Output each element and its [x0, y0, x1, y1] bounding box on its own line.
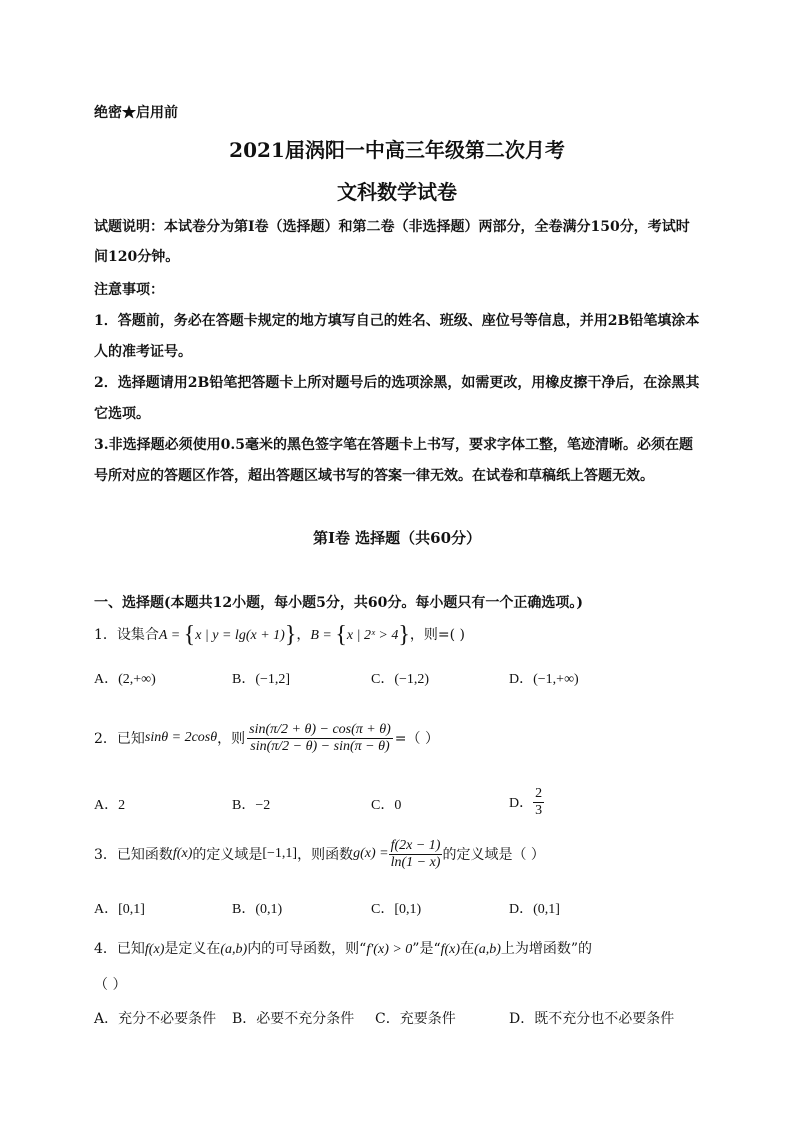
notice-1a: 1．答题前，务必在答题卡规定的地方填写自己的姓名、班级、座位号等信息，并用2B铅笔填涂本	[94, 313, 700, 329]
q4-option-a: A．充分不必要条件	[94, 1011, 217, 1027]
q3-fraction	[389, 838, 443, 871]
question-1	[94, 620, 465, 651]
brace-close: }	[284, 622, 297, 648]
q1-setB-body: x | 2ˣ > 4	[346, 628, 399, 643]
q4-mid4: 在	[460, 941, 475, 957]
q4-f2: f(x)	[440, 942, 461, 957]
instructions-line2: 间120分钟。	[94, 249, 180, 265]
q1-setB-label: B =	[310, 628, 336, 643]
q2-option-d	[509, 782, 544, 822]
notice-2a: 2．选择题请用2B铅笔把答题卡上所对题号后的选项涂黑，如需更改，用橡皮擦干净后，在涂黑其	[94, 375, 700, 391]
q3-option-c: C．[0,1)	[371, 902, 422, 917]
q1-option-c: C．(−1,2)	[371, 672, 430, 687]
q4-interval: (a,b)	[220, 942, 248, 957]
page-subtitle: 文科数学试卷	[337, 180, 457, 204]
q3-numerator: f(2x − 1)	[390, 837, 441, 853]
q4-condition: f′(x) > 0	[366, 942, 413, 957]
q2-fraction	[247, 722, 393, 755]
q3-prefix: 3．已知函数	[94, 847, 173, 863]
q2-prefix: 2．已知	[94, 731, 145, 747]
q2-suffix: =（ ）	[394, 731, 439, 747]
q2-d-num: 2	[535, 785, 543, 801]
brace-close: }	[398, 622, 410, 648]
q3-domain: [−1,1]	[262, 846, 298, 861]
section-title: 第Ⅰ卷 选择题（共60分）	[312, 529, 482, 547]
part-heading: 一、选择题(本题共12小题，每小题5分，共60分。每小题只有一个正确选项。)	[94, 595, 583, 611]
q3-option-b: B．(0,1)	[232, 902, 283, 917]
q2-option-c: C．0	[371, 798, 402, 813]
q2-condition: sinθ = 2cosθ	[144, 730, 218, 745]
q4-prefix: 4．已知	[94, 941, 145, 957]
q2-denominator: sin(π/2 − θ) − sin(π − θ)	[247, 738, 393, 755]
q4-paren: （ ）	[94, 977, 127, 993]
q2-option-d-fraction	[533, 786, 544, 819]
q3-mid2: ，则函数	[297, 847, 354, 863]
notice-3a: 3.非选择题必须使用0.5毫米的黑色签字笔在答题卡上书写，要求字体工整，笔迹清晰。必须在题	[94, 437, 693, 453]
q2-numerator: sin(π/2 + θ) − cos(π + θ)	[249, 721, 391, 737]
q2-option-b: B．−2	[232, 798, 271, 813]
q3-option-a: A．[0,1]	[94, 902, 145, 917]
q1-comma: ，	[296, 627, 311, 643]
q4-f: f(x)	[144, 942, 165, 957]
q1-option-a: A．(2,+∞)	[94, 672, 156, 687]
q3-g: g(x) =	[353, 846, 389, 861]
q3-suffix: 的定义域是（ ）	[442, 847, 545, 863]
secret-label: 绝密★启用前	[94, 105, 178, 121]
q4-option-b: B．必要不充分条件	[232, 1011, 355, 1027]
q1-suffix: ，则=( )	[409, 627, 465, 643]
q3-denominator: ln(1 − x)	[390, 854, 441, 870]
question-4	[94, 938, 592, 958]
q2-mid: ，则	[217, 731, 246, 747]
q1-setA-body: x | y = lg(x + 1)	[195, 628, 285, 643]
q4-mid1: 是定义在	[164, 941, 221, 957]
notice-title: 注意事项：	[94, 282, 164, 298]
brace-open: {	[183, 622, 196, 648]
question-3	[94, 832, 545, 876]
q1-prefix: 1．设集合	[94, 627, 159, 643]
q2-d-den: 3	[535, 802, 543, 818]
notice-3b: 号所对应的答题区作答，超出答题区域书写的答案一律无效。在试卷和草稿纸上答题无效。	[94, 468, 654, 484]
q3-option-d: D．(0,1]	[509, 902, 560, 917]
notice-2b: 它选项。	[94, 406, 150, 422]
q1-setA-label: A =	[158, 628, 184, 643]
q4-option-d: D．既不充分也不必要条件	[509, 1011, 675, 1027]
page-title: 2021届涡阳一中高三年级第二次月考	[229, 138, 565, 162]
q2-option-a: A．2	[94, 798, 126, 813]
q4-mid5: 上为增函数”的	[500, 941, 593, 957]
q4-interval2: (a,b)	[474, 942, 501, 957]
q4-mid3: ”是“	[412, 941, 441, 957]
q3-f: f(x)	[172, 846, 193, 861]
instructions-line1: 试题说明：本试卷分为第Ⅰ卷（选择题）和第二卷（非选择题）两部分，全卷满分150分，考试时	[94, 219, 690, 235]
q1-option-b: B．(−1,2]	[232, 672, 291, 687]
q3-mid1: 的定义域是	[192, 847, 263, 863]
q2-option-d-label: D．	[509, 796, 534, 811]
q1-option-d: D．(−1,+∞)	[509, 672, 579, 687]
notice-1b: 人的准考证号。	[94, 344, 192, 360]
q4-mid2: 内的可导函数，则“	[247, 941, 367, 957]
brace-open: {	[335, 622, 347, 648]
question-2	[94, 708, 439, 768]
q4-option-c: C．充要条件	[375, 1011, 456, 1027]
